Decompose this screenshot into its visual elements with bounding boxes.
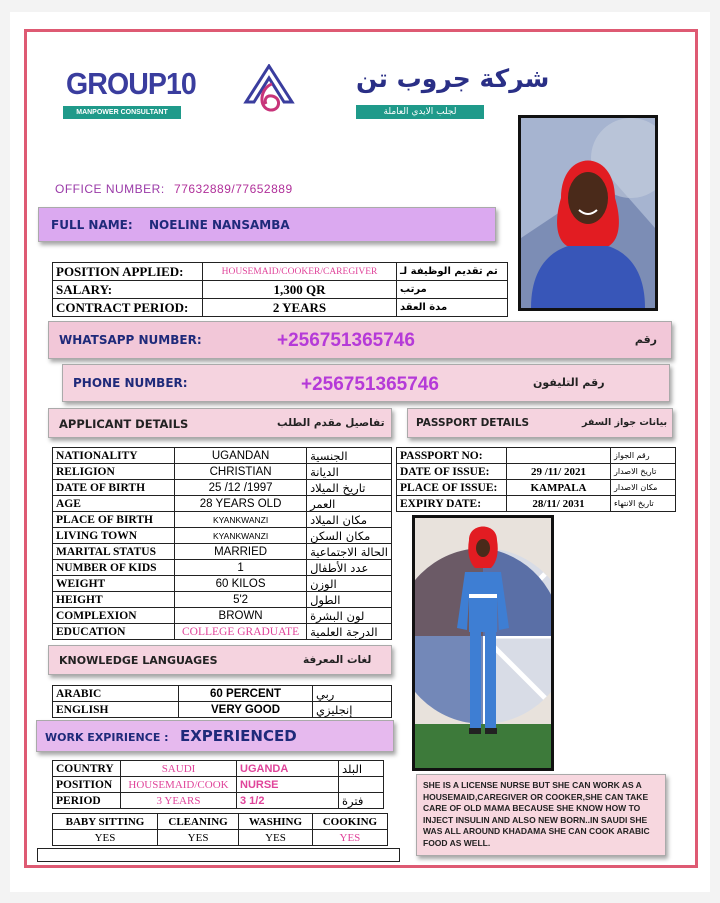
language-arabic: ربي [313, 686, 392, 702]
passport-field-arabic: تاريخ الاصدار [611, 464, 676, 480]
experience-value-2: 3 1/2 [237, 793, 339, 809]
table-row [53, 560, 392, 576]
skill-value: YES [239, 830, 313, 846]
applicant-field-arabic: لون البشرة [307, 608, 392, 624]
applicant-field-label: DATE OF BIRTH [53, 480, 175, 496]
applicant-field-value: MARRIED [175, 544, 307, 560]
table-row [53, 686, 392, 702]
experience-field-arabic: البلد [339, 761, 384, 777]
office-number [55, 182, 293, 196]
empty-remarks-box [37, 848, 400, 862]
table-row [53, 448, 392, 464]
experience-field-arabic [339, 777, 384, 793]
passport-header-ar: بيانات جواز السفر [582, 417, 668, 428]
full-name-label: FULL NAME: [51, 218, 133, 232]
table-row [53, 544, 392, 560]
office-number-label: OFFICE NUMBER: [55, 182, 165, 196]
table-row [53, 761, 384, 777]
experience-value-2: NURSE [237, 777, 339, 793]
table-row [53, 464, 392, 480]
full-name-bar [38, 207, 496, 242]
candidate-notes: SHE IS A LICENSE NURSE BUT SHE CAN WORK AS A HOUSEMAID,CAREGIVER OR COOKER,SHE CAN TAKE CARE OF OLD MAMA BECAUSE SHE KNOW HOW TO INJECT INSULIN AND ALSO NEW BORN..IN SAUDI SHE WAS ALL AROUND KHADAMA SHE CAN COOK ARABIC FOOD AS WELL. [416, 774, 666, 856]
languages-header-ar: لغات المعرفة [303, 654, 372, 666]
applicant-field-label: COMPLEXION [53, 608, 175, 624]
table-row [53, 777, 384, 793]
applicant-field-arabic: مكان الميلاد [307, 512, 392, 528]
applicant-field-label: MARITAL STATUS [53, 544, 175, 560]
applicant-field-value: 25 /12 /1997 [175, 480, 307, 496]
experience-field-arabic: فترة [339, 793, 384, 809]
experience-value-2: UGANDA [237, 761, 339, 777]
applicant-details-header [48, 408, 392, 438]
applicant-field-label: NUMBER OF KIDS [53, 560, 175, 576]
applicant-field-arabic: العمر [307, 496, 392, 512]
candidate-full-photo [412, 515, 554, 771]
applicant-field-arabic: الديانة [307, 464, 392, 480]
experience-field-label: PERIOD [53, 793, 121, 809]
skills-table [52, 813, 388, 846]
contract-value: 2 YEARS [203, 299, 397, 317]
table-row [53, 576, 392, 592]
whatsapp-number[interactable]: +256751365746 [277, 330, 415, 351]
position-value: HOUSEMAID/COOKER/CAREGIVER [203, 263, 397, 281]
skill-name: WASHING [239, 814, 313, 830]
passport-table [396, 447, 676, 512]
applicant-field-label: NATIONALITY [53, 448, 175, 464]
work-experience-label: WORK EXPIRIENCE : [45, 731, 169, 744]
passport-field-arabic: تاريخ الانتهاء [611, 496, 676, 512]
full-name-value: NOELINE NANSAMBA [149, 218, 290, 232]
position-arabic: تم تقديم الوظيفة لـ [397, 263, 508, 281]
contract-arabic: مدة العقد [397, 299, 508, 317]
applicant-field-label: HEIGHT [53, 592, 175, 608]
table-row [53, 592, 392, 608]
passport-field-label: PASSPORT NO: [397, 448, 507, 464]
applicant-field-arabic: الحالة الاجتماعية [307, 544, 392, 560]
skill-name: COOKING [312, 814, 387, 830]
group10-logo-subtitle: MANPOWER CONSULTANT [63, 106, 181, 119]
table-row [53, 496, 392, 512]
passport-field-label: EXPIRY DATE: [397, 496, 507, 512]
table-row [53, 702, 392, 718]
arabic-brand-subtitle: لجلب الايدي العاملة [356, 105, 484, 119]
group10-logo: GROUP10 [66, 66, 196, 101]
work-experience-value: EXPERIENCED [180, 727, 297, 745]
table-row [53, 263, 508, 281]
office-number-value: 77632889/77652889 [174, 182, 293, 196]
applicant-header-ar: تفاصيل مقدم الطلب [277, 417, 385, 429]
language-arabic: إنجليزي [313, 702, 392, 718]
table-row [53, 793, 384, 809]
whatsapp-label: WHATSAPP NUMBER: [59, 333, 202, 347]
passport-field-value: 28/11/ 2031 [507, 496, 611, 512]
passport-field-value: 29 /11/ 2021 [507, 464, 611, 480]
applicant-field-label: RELIGION [53, 464, 175, 480]
applicant-field-value: KYANKWANZI [175, 528, 307, 544]
skill-value: YES [312, 830, 387, 846]
whatsapp-arabic: رقم [634, 333, 657, 346]
table-row [53, 299, 508, 317]
applicant-field-value: KYANKWANZI [175, 512, 307, 528]
applicant-field-value: CHRISTIAN [175, 464, 307, 480]
salary-label: SALARY: [53, 281, 203, 299]
applicant-field-arabic: الجنسية [307, 448, 392, 464]
work-experience-bar [36, 720, 394, 752]
applicant-field-value: COLLEGE GRADUATE [175, 624, 307, 640]
table-row [53, 528, 392, 544]
passport-details-header [407, 408, 673, 438]
candidate-portrait-photo [518, 115, 658, 311]
applicant-field-arabic: الطول [307, 592, 392, 608]
position-table [52, 262, 508, 317]
experience-value-1: 3 YEARS [121, 793, 237, 809]
languages-table [52, 685, 392, 718]
arabic-brand-logo: شركة جروب تن [356, 64, 550, 93]
passport-field-arabic: رقم الجواز [611, 448, 676, 464]
applicant-header-en: APPLICANT DETAILS [59, 417, 189, 431]
applicant-field-arabic: الدرجة العلمية [307, 624, 392, 640]
applicant-field-arabic: الوزن [307, 576, 392, 592]
applicant-field-label: AGE [53, 496, 175, 512]
applicant-field-value: 60 KILOS [175, 576, 307, 592]
phone-bar [62, 364, 670, 402]
passport-header-en: PASSPORT DETAILS [416, 417, 530, 429]
experience-field-label: COUNTRY [53, 761, 121, 777]
table-row [53, 814, 388, 830]
table-row [53, 624, 392, 640]
phone-arabic: رقم التليفون [533, 376, 605, 389]
phone-number[interactable]: +256751365746 [301, 374, 439, 395]
table-row [397, 448, 676, 464]
table-row [53, 512, 392, 528]
passport-field-arabic: مكان الاصدار [611, 480, 676, 496]
phone-label: PHONE NUMBER: [73, 376, 188, 390]
salary-arabic: مرتب [397, 281, 508, 299]
table-row [53, 608, 392, 624]
language-level: VERY GOOD [179, 702, 313, 718]
applicant-field-value: UGANDAN [175, 448, 307, 464]
skill-name: BABY SITTING [53, 814, 158, 830]
applicant-field-label: LIVING TOWN [53, 528, 175, 544]
applicant-field-arabic: تاريخ الميلاد [307, 480, 392, 496]
experience-value-1: HOUSEMAID/COOK [121, 777, 237, 793]
applicant-field-value: 28 YEARS OLD [175, 496, 307, 512]
whatsapp-bar [48, 321, 672, 359]
salary-value: 1,300 QR [203, 281, 397, 299]
table-row [397, 464, 676, 480]
applicant-field-label: EDUCATION [53, 624, 175, 640]
skill-value: YES [53, 830, 158, 846]
applicant-field-label: WEIGHT [53, 576, 175, 592]
position-label: POSITION APPLIED: [53, 263, 203, 281]
applicant-field-arabic: مكان السكن [307, 528, 392, 544]
applicant-field-label: PLACE OF BIRTH [53, 512, 175, 528]
applicant-field-value: BROWN [175, 608, 307, 624]
passport-field-label: DATE OF ISSUE: [397, 464, 507, 480]
language-level: 60 PERCENT [179, 686, 313, 702]
applicant-field-arabic: عدد الأطفال [307, 560, 392, 576]
table-row [397, 480, 676, 496]
passport-field-label: PLACE OF ISSUE: [397, 480, 507, 496]
language-name: ENGLISH [53, 702, 179, 718]
languages-header [48, 645, 392, 675]
center-logo-icon [242, 64, 296, 121]
passport-field-value [507, 448, 611, 464]
skill-name: CLEANING [157, 814, 238, 830]
passport-field-value: KAMPALA [507, 480, 611, 496]
experience-value-1: SAUDI [121, 761, 237, 777]
table-row [53, 830, 388, 846]
experience-field-label: POSITION [53, 777, 121, 793]
language-name: ARABIC [53, 686, 179, 702]
skill-value: YES [157, 830, 238, 846]
table-row [53, 480, 392, 496]
applicant-field-value: 5'2 [175, 592, 307, 608]
contract-label: CONTRACT PERIOD: [53, 299, 203, 317]
applicant-table [52, 447, 392, 640]
table-row [53, 281, 508, 299]
experience-table [52, 760, 384, 809]
applicant-field-value: 1 [175, 560, 307, 576]
table-row [397, 496, 676, 512]
languages-header-en: KNOWLEDGE LANGUAGES [59, 654, 218, 667]
